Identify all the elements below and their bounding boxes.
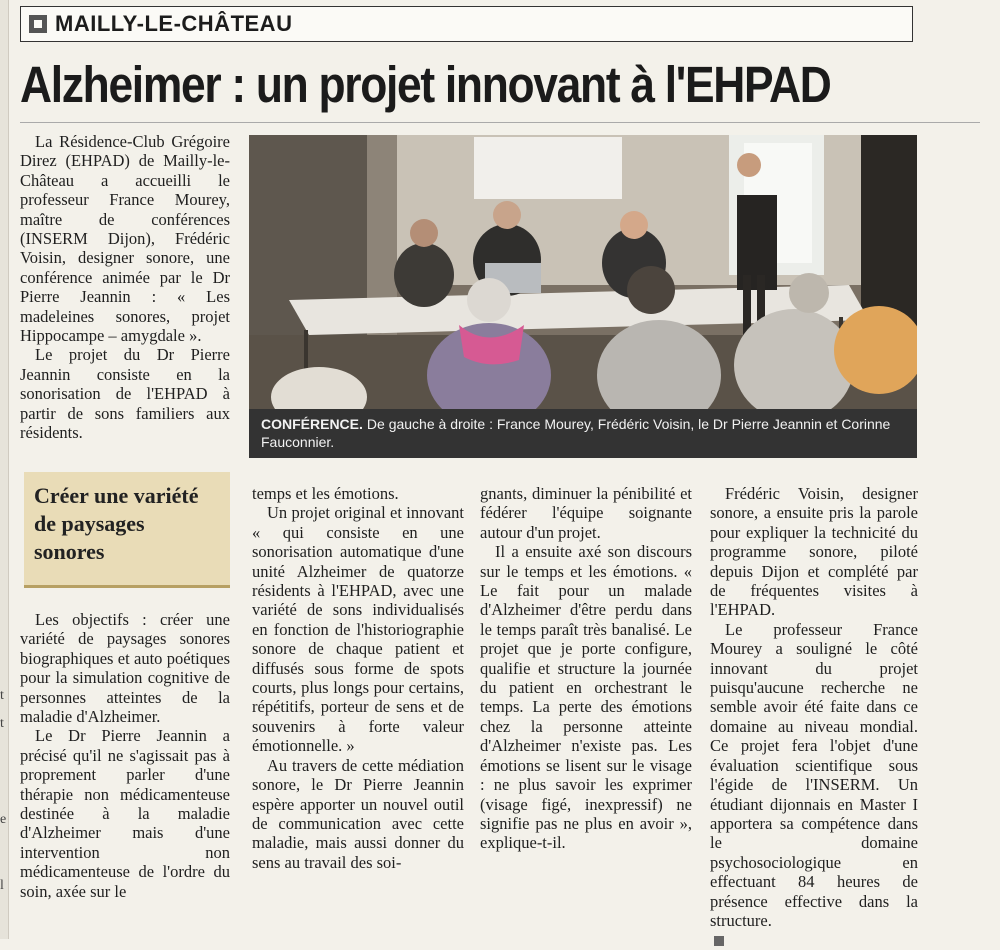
- margin-fragment: t: [0, 716, 4, 731]
- body-paragraph: Frédéric Voisin, designer sonore, a ensuite pris la parole pour expliquer la technicité du programme sonore, piloté depuis Dijon et complété par de fréquentes visites à l'EHPAD.: [710, 484, 918, 620]
- lead-paragraph: La Résidence-Club Grégoire Direz (EHPAD) de Mailly-le-Château a accueilli le professeur France Mourey, maître de conférences (INSERM Dijon), Frédéric Voisin, designer sonore, une conférence animée par le Dr Pierre Jeannin : « Les madeleines sonores, projet Hippocampe – amygdale ».: [20, 132, 230, 346]
- body-paragraph: Il a ensuite axé son discours sur le temps et les émotions. « Le fait pour un malade d'Alzheimer d'être perdu dans le temps paraît très banalisé. Le projet que je porte configure, qualifie et structure la journée du patient en orchestrant le temps. La perte des émotions chez la personne atteinte d'Alzheimer n'existe pas. Les émotions se lisent sur le visage : ne plus savoir les exprimer (visage figé, inexpressif) ne signifie pas ne plus en avoir », explique-t-il.: [480, 542, 692, 853]
- body-paragraph: Le Dr Pierre Jeannin a précisé qu'il ne s'agissait pas à proprement parler d'une thérapie non médicamenteuse destinée à la maladie d'Alzheimer mais d'une intervention non médicamenteuse de l'ordre du soin, axée sur le: [20, 726, 230, 901]
- margin-fragment: t: [0, 688, 4, 703]
- intertitle-box: [24, 472, 230, 588]
- margin-fragment: e: [0, 812, 7, 827]
- page-margin-strip: [0, 0, 9, 939]
- section-label: MAILLY-LE-CHÂTEAU: [55, 11, 293, 36]
- margin-fragment: l: [0, 878, 4, 893]
- conference-photo: [249, 135, 917, 409]
- conference-photo-illustration: [249, 135, 917, 409]
- body-paragraph: gnants, diminuer la pénibilité et fédérer l'équipe soignante autour d'un projet.: [480, 484, 692, 542]
- body-column-3: [480, 484, 692, 853]
- lead-paragraph: Le projet du Dr Pierre Jeannin consiste en la sonorisation de l'EHPAD à partir de sons familiers aux résidents.: [20, 345, 230, 443]
- end-of-article-icon: [714, 936, 724, 946]
- caption-text: De gauche à droite : France Mourey, Frédéric Voisin, le Dr Pierre Jeannin et Corinne Fauconnier.: [261, 416, 891, 450]
- body-paragraph: Au travers de cette médiation sonore, le Dr Pierre Jeannin espère apporter un nouvel outil de communication avec cette maladie, mais aussi donner du sens au travail des soi-: [252, 755, 464, 872]
- headline: Alzheimer : un projet innovant à l'EHPAD: [20, 56, 831, 113]
- body-column-4: [710, 484, 918, 950]
- body-paragraph: Les objectifs : créer une variété de paysages sonores biographiques et auto poétiques pour la simulation cognitive de personnes atteintes de la maladie d'Alzheimer.: [20, 610, 230, 727]
- section-rubric: [20, 6, 913, 42]
- square-bullet-icon: [29, 15, 47, 33]
- headline-rule: [20, 122, 980, 123]
- body-paragraph: Un projet original et innovant « qui consiste en une sonorisation automatique d'une unité Alzheimer de quatorze résidents à l'EHPAD, avec une variété de sons individualisés en fonction de l'historiographie sonore de chaque patient et diffusés sous forme de spots courts, plus longs pour certains, répétitifs, porteur de sens et de souvenirs à forte valeur émotionnelle. »: [252, 503, 464, 756]
- body-column-2: [252, 484, 464, 872]
- body-column-1: [20, 610, 230, 901]
- photo-caption: [249, 409, 917, 458]
- body-paragraph: temps et les émotions.: [252, 484, 399, 503]
- caption-label: CONFÉRENCE.: [261, 416, 363, 432]
- intertitle: Créer une variété de paysages sonores: [34, 483, 199, 564]
- body-paragraph: Le professeur France Mourey a souligné le côté innovant du projet puisqu'aucune recherche ne semble avoir été faite dans ce domaine au niveau mondial. Ce projet fera l'objet d'une évaluation scientifique sous l'égide de l'INSERM. Un étudiant dijonnais en Master I apportera sa compétence dans le domaine psychosociologique en effectuant 84 heures de présence effective dans la structure.: [710, 619, 918, 930]
- lead-column: [20, 132, 230, 443]
